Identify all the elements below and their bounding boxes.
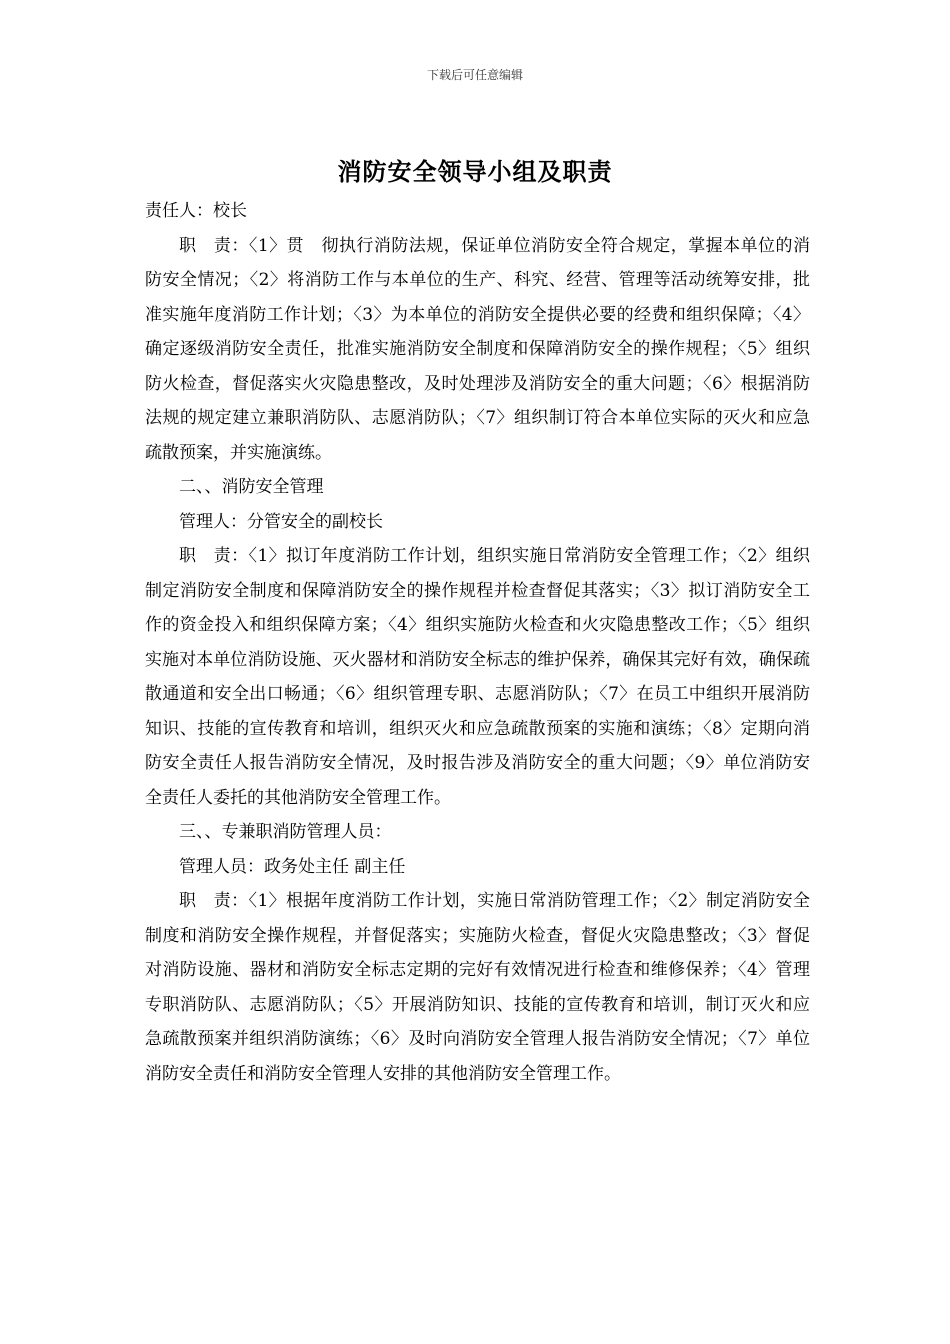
section-3-responsible: 管理人员：政务处主任 副主任	[179, 856, 406, 877]
section-2-responsible: 管理人：分管安全的副校长	[179, 511, 383, 532]
document-body	[145, 194, 810, 1091]
section-3-duties: 职 责：〈1〉根据年度消防工作计划，实施日常消防管理工作；〈2〉制定消防安全制度和消防安全操作规程，并督促落实；实施防火检查，督促火灾隐患整改；〈3〉督促对消防设施、器材和消防安全标志定期的完好有效情况进行检查和维修保养；〈4〉管理专职消防队、志愿消防队；〈5〉开展消防知识、技能的宣传教育和培训，制订灭火和应急疏散预案并组织消防演练；〈6〉及时向消防安全管理人报告消防安全情况；〈7〉单位消防安全责任和消防安全管理人安排的其他消防安全管理工作。	[145, 891, 810, 1084]
section-1-responsible: 责任人：校长	[145, 201, 247, 221]
section-2-duties: 职 责：〈1〉拟订年度消防工作计划，组织实施日常消防安全管理工作；〈2〉组织制定消防安全制度和保障消防安全的操作规程并检查督促其落实；〈3〉拟订消防安全工作的资金投入和组织保障方案；〈4〉组织实施防火检查和火灾隐患整改工作；〈5〉组织实施对本单位消防设施、灭火器材和消防安全标志的维护保养，确保其完好有效，确保疏散通道和安全出口畅通；〈6〉组织管理专职、志愿消防队；〈7〉在员工中组织开展消防知识、技能的宣传教育和培训，组织灭火和应急疏散预案的实施和演练；〈8〉定期向消防安全责任人报告消防安全情况，及时报告涉及消防安全的重大问题；〈9〉单位消防安全责任人委托的其他消防安全管理工作。	[145, 546, 810, 808]
section-2-heading: 二、、消防安全管理	[179, 477, 324, 497]
section-3-heading: 三、、专兼职消防管理人员：	[179, 822, 392, 842]
document-title: 消防安全领导小组及职责	[337, 157, 613, 186]
header-note: 下载后可任意编辑	[426, 68, 523, 82]
section-1-duties: 职 责：〈1〉贯 彻执行消防法规，保证单位消防安全符合规定，掌握本单位的消防安全情况；〈2〉将消防工作与本单位的生产、科究、经营、管理等活动统筹安排，批准实施年度消防工作计划；〈3〉为本单位的消防安全提供必要的经费和组织保障；〈4〉确定逐级消防安全责任，批准实施消防安全制度和保障消防安全的操作规程；〈5〉组织防火检查，督促落实火灾隐患整改，及时处理涉及消防安全的重大问题；〈6〉根据消防法规的规定建立兼职消防队、志愿消防队；〈7〉组织制订符合本单位实际的灭火和应急疏散预案，并实施演练。	[145, 235, 810, 463]
